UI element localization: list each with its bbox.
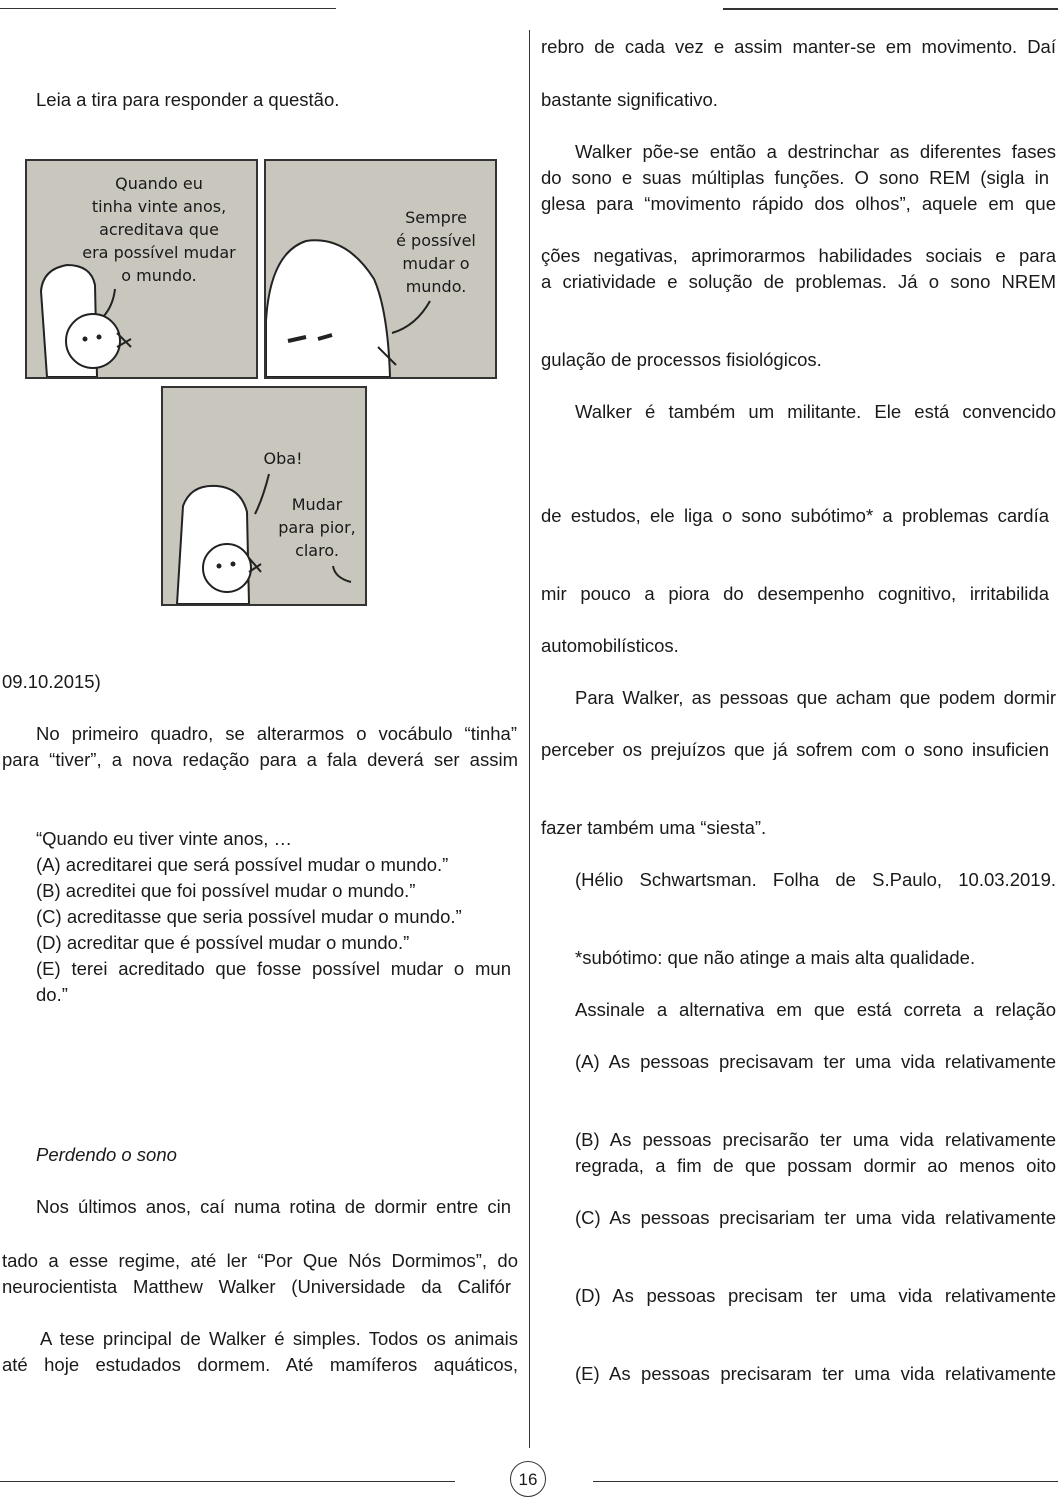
comic-p3-line1: Mudar [291,495,343,514]
option-b: (B) acreditei que foi possível mudar o mundo.” [36,880,416,901]
comic-p2-line3: mudar o [402,254,470,273]
comic-panel-2-art [266,161,495,377]
right-line-13: Para Walker, as pessoas que acham que podem dormir [575,687,1056,708]
option-c: (C) acreditasse que seria possível mudar o mundo.” [36,906,462,927]
right-line-4: do sono e suas múltiplas funções. O sono REM (sigla in [541,167,1049,188]
source-date: 09.10.2015) [2,671,101,692]
article-p2-line2: até hoje estudados dormem. Até mamíferos aquáticos, [2,1354,518,1375]
quote-start: “Quando eu tiver vinte anos, … [36,828,293,849]
right-line-11: mir pouco a piora do desempenho cognitivo, irritabilida [541,583,1049,604]
right-line-9: Walker é também um militante. Ele está convencido [575,401,1056,422]
option-e: (E) terei acreditado que fosse possível mudar o mun [36,958,511,979]
right-line-6: ções negativas, aprimorarmos habilidades sociais e para [541,245,1056,266]
right-line-20: (B) As pessoas precisarão ter uma vida relativamente [575,1129,1056,1150]
comic-panel-3-art [163,388,365,604]
column-divider [529,30,530,1448]
page-number: 16 [510,1461,546,1497]
comic-panel-1-art [27,161,256,377]
comic-p2-line1: Sempre [405,208,467,227]
footer-rule-left [0,1481,455,1482]
right-line-12: automobilísticos. [541,635,679,656]
comic-panel-2 [264,159,497,379]
comic-p2-line4: mundo. [405,277,467,296]
option-a: (A) acreditarei que será possível mudar o mundo.” [36,854,449,875]
comic-p1-line1: Quando eu [115,174,203,193]
article-p1-line2: tado a esse regime, até ler “Por Que Nós Dormimos”, do [2,1250,518,1271]
right-line-21: regrada, a fim de que possam dormir ao menos oito [575,1155,1056,1176]
question-line-1: No primeiro quadro, se alterarmos o vocábulo “tinha” [36,723,517,744]
comic-p1-line4: era possível mudar [82,243,236,262]
article-title: Perdendo o sono [36,1144,177,1165]
comic-p3-exclaim: Oba! [263,449,303,468]
right-line-16: (Hélio Schwartsman. Folha de S.Paulo, 10.03.2019. [575,869,1056,890]
right-line-17: *subótimo: que não atinge a mais alta qualidade. [575,947,976,968]
right-line-23: (D) As pessoas precisam ter uma vida relativamente [575,1285,1056,1306]
right-line-8: gulação de processos fisiológicos. [541,349,822,370]
comic-p2-line2: é possível [396,231,476,250]
right-line-1: rebro de cada vez e assim manter-se em movimento. Daí [541,36,1056,57]
right-line-10: de estudos, ele liga o sono subótimo* a problemas cardía [541,505,1049,526]
right-line-24: (E) As pessoas precisaram ter uma vida relativamente [575,1363,1056,1384]
intro-instruction: Leia a tira para responder a questão. [36,89,340,110]
right-line-5: glesa para “movimento rápido dos olhos”, aquele em que [541,193,1056,214]
right-line-3: Walker põe-se então a destrinchar as diferentes fases [575,141,1056,162]
question-line-2: para “tiver”, a nova redação para a fala deverá ser assim [2,749,518,770]
option-d: (D) acreditar que é possível mudar o mundo.” [36,932,410,953]
header-rule-left [0,8,336,9]
article-p1-line1: Nos últimos anos, caí numa rotina de dormir entre cin [36,1196,511,1217]
comic-p1-line3: acreditava que [99,220,219,239]
comic-p3-line3: claro. [295,541,339,560]
comic-panel-1 [25,159,258,379]
article-p2-line1: A tese principal de Walker é simples. Todos os animais [40,1328,518,1349]
right-line-19: (A) As pessoas precisavam ter uma vida relativamente [575,1051,1056,1072]
comic-p3-line2: para pior, [278,518,356,537]
option-e-continued: do.” [36,984,68,1005]
right-line-22: (C) As pessoas precisariam ter uma vida relativamente [575,1207,1056,1228]
right-line-18: Assinale a alternativa em que está correta a relação [575,999,1056,1020]
right-line-14: perceber os prejuízos que já sofrem com o sono insuficien [541,739,1049,760]
right-line-15: fazer também uma “siesta”. [541,817,767,838]
article-p1-line3: neurocientista Matthew Walker (Universidade da Califór [2,1276,511,1297]
footer-rule-right [593,1481,1058,1482]
comic-panel-3 [161,386,367,606]
comic-p1-line5: o mundo. [121,266,197,285]
comic-p1-line2: tinha vinte anos, [91,197,227,216]
right-line-2: bastante significativo. [541,89,718,110]
right-line-7: a criatividade e solução de problemas. Já o sono NREM [541,271,1056,292]
header-rule-right [723,8,1058,10]
